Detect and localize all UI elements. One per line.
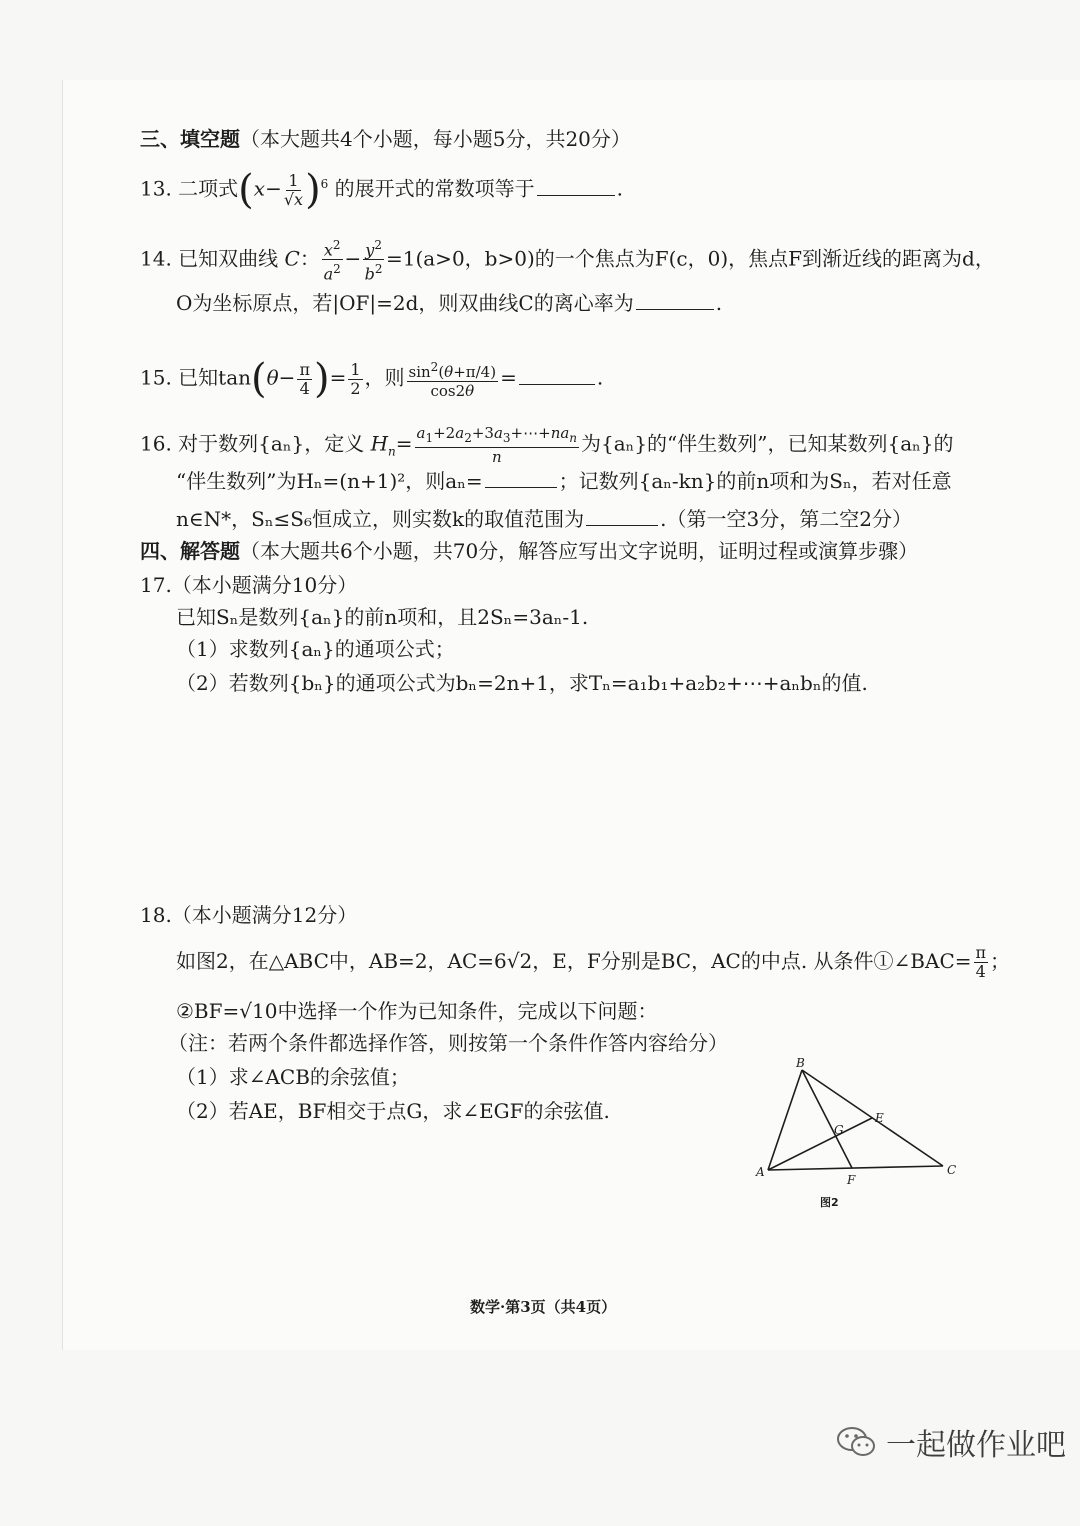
wechat-icon (836, 1425, 876, 1459)
section4-title: 四、解答题 (140, 539, 240, 563)
q17-stem: 已知Sₙ是数列{aₙ}的前n项和，且2Sₙ=3aₙ-1. (176, 605, 589, 629)
q13-answer-blank[interactable] (537, 177, 615, 196)
q15-middle: ，则 (364, 365, 405, 390)
q18-stem-line2: ②BF=√10中选择一个作为已知条件，完成以下问题： (176, 999, 658, 1023)
q18-line1-end: ； (990, 949, 1011, 973)
label-f: F (847, 1173, 856, 1187)
q14-line2: O为坐标原点，若|OF|=2d，则双曲线C的离心率为 (176, 291, 634, 315)
section3-note: （本大题共4个小题，每小题5分，共20分） (240, 127, 631, 151)
question-14-line1: 14. 已知双曲线 C： $\frac{x^2}{a^2}$ − $\frac{y^2}{b^2}$ =1(a>0，b>0)的一个焦点为F(c，0)，焦点F到渐近线的距离为d， (140, 238, 995, 284)
segment-bf (802, 1070, 852, 1168)
label-e: E (875, 1111, 884, 1125)
question-14-line2: O为坐标原点，若|OF|=2d，则双曲线C的离心率为 . (176, 291, 723, 315)
q15-prefix: 已知 (178, 365, 219, 390)
q14-middle: (a>0，b>0)的一个焦点为F(c，0)，焦点F到渐近线的距离为d， (415, 246, 995, 271)
q18-heading: 18.（本小题满分12分） (140, 903, 358, 927)
question-16-line1: 16. 对于数列{aₙ}，定义 $H_n=$ $\frac{a_1+2a_2+3a_3+\cdots+na_n}{n}$ 为{aₙ}的“伴生数列”，已知某数列{aₙ}的 (140, 424, 954, 466)
q14-number: 14. (140, 246, 172, 271)
q13-number: 13. (140, 176, 172, 201)
q13-prefix: 二项式 (178, 176, 239, 201)
question-15: 15. 已知tan(θ− $\frac{\pi}{4}$ )= $\frac{1}{2}$ ，则 $\frac{\sin^2(\theta+\pi/4)}{\cos 2\theta}$ = . (140, 356, 604, 402)
q16-answer-blank-1[interactable] (485, 469, 557, 488)
label-b: B (796, 1058, 805, 1070)
q15-answer-blank[interactable] (519, 366, 595, 385)
q17-part1: （1）求数列{aₙ}的通项公式； (176, 637, 455, 661)
section3-heading (140, 126, 631, 152)
triangle-figure (748, 1058, 968, 1218)
q18-frac-num: π (975, 943, 987, 962)
q16-line3-prefix: n∈N*，Sₙ≤S₆恒成立，则实数k的取值范围为 (176, 507, 585, 531)
q16-line1-suffix: 为{aₙ}的“伴生数列”，已知某数列{aₙ}的 (581, 431, 954, 456)
q14-prefix: 已知双曲线 (178, 246, 279, 271)
q16-line1-prefix: 对于数列{aₙ}，定义 (178, 431, 365, 456)
q18-frac-den: 4 (975, 962, 986, 981)
label-a: A (756, 1165, 765, 1179)
q18-stem-line1 (176, 944, 1010, 981)
q13-suffix: 的展开式的常数项等于 (334, 176, 535, 201)
q16-number: 16. (140, 431, 172, 456)
page-footer: 数学·第3页（共4页） (470, 1298, 617, 1316)
label-c: C (947, 1163, 957, 1177)
section3-title: 三、填空题 (140, 127, 240, 151)
question-13: 13. 二项式(x− $\frac{1}{√x}$ )$^6$ 的展开式的常数项等于 . (140, 167, 624, 213)
segment-ac (768, 1166, 943, 1170)
section4-note: （本大题共6个小题，共70分，解答应写出文字说明，证明过程或演算步骤） (240, 539, 919, 563)
q16-line3-suffix: .（第一空3分，第二空2分） (660, 507, 912, 531)
q18-part1: （1）求∠ACB的余弦值； (176, 1065, 410, 1089)
q16-line2-suffix: ；记数列{aₙ-kn}的前n项和为Sₙ，若对任意 (558, 469, 952, 493)
q17-part2: （2）若数列{bₙ}的通项公式为bₙ=2n+1，求Tₙ=a₁b₁+a₂b₂+⋯+aₙbₙ的值. (176, 671, 868, 695)
q14-answer-blank[interactable] (636, 291, 714, 310)
section4-heading (140, 538, 918, 564)
watermark-text: 一起做作业吧 (886, 1428, 1066, 1463)
figure-caption: 图2 (820, 1196, 839, 1209)
q16-line2-prefix: “伴生数列”为Hₙ=(n+1)²，则aₙ= (176, 469, 483, 493)
question-16-line3 (176, 506, 912, 532)
q17-heading: 17.（本小题满分10分） (140, 573, 358, 597)
segment-bc (802, 1070, 943, 1166)
q15-number: 15. (140, 365, 172, 390)
q18-note: （注：若两个条件都选择作答，则按第一个条件作答内容给分） (168, 1031, 728, 1055)
watermark (836, 1420, 1066, 1464)
q18-part2: （2）若AE，BF相交于点G，求∠EGF的余弦值. (176, 1099, 610, 1123)
q16-answer-blank-2[interactable] (586, 507, 658, 526)
label-g: G (834, 1123, 844, 1137)
q18-line1-text: 如图2，在△ABC中，AB=2，AC=6√2，E，F分别是BC，AC的中点. 从条件①∠BAC= (176, 949, 972, 973)
question-16-line2 (176, 468, 952, 494)
